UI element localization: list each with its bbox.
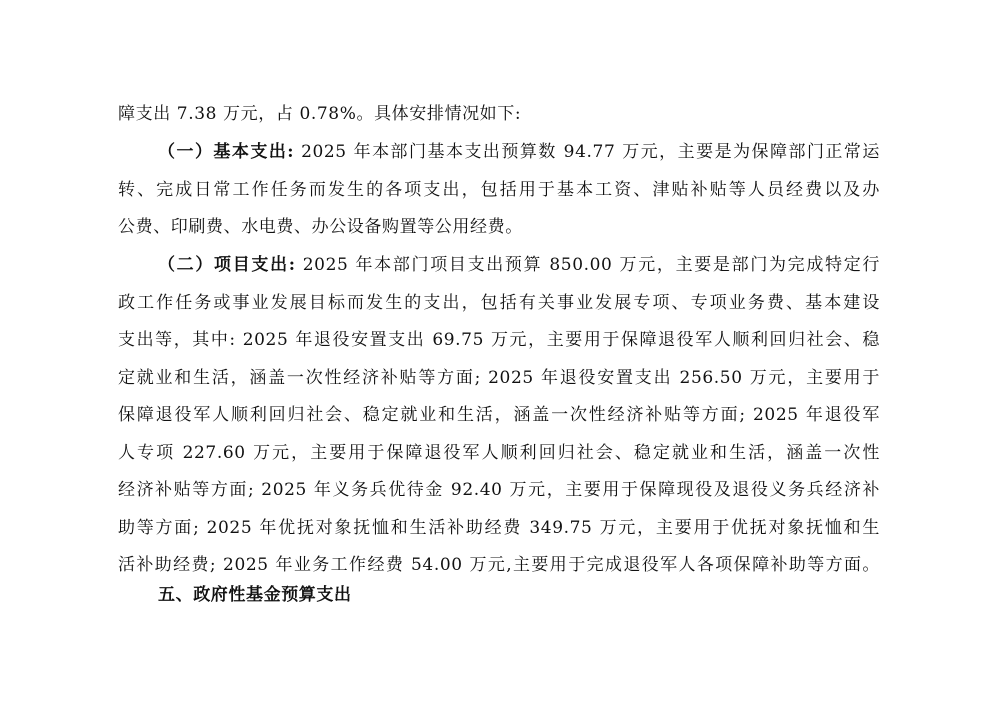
project-expenditure-text: 2025 年本部门项目支出预算 850.00 万元，主要是部门为完成特定行 — [295, 255, 881, 275]
basic-expenditure-text: 2025 年本部门基本支出预算数 94.77 万元，主要是为保障部门正常运 — [294, 142, 880, 162]
section-heading: 五、政府性基金预算支出 — [158, 585, 352, 605]
basic-expenditure-line-1 — [158, 140, 880, 164]
paragraph-line: 公费、印刷费、水电费、办公设备购置等公用经费。 — [118, 217, 523, 237]
project-expenditure-line-1 — [158, 253, 880, 277]
paragraph-line: 助等方面; 2025 年优抚对象抚恤和生活补助经费 349.75 万元，主要用于优抚对象抚恤和生 — [118, 518, 880, 538]
paragraph-line: 障支出 7.38 万元，占 0.78%。具体安排情况如下: — [118, 104, 522, 124]
paragraph-line: 政工作任务或事业发展目标而发生的支出，包括有关事业发展专项、专项业务费、基本建设 — [118, 293, 880, 313]
project-expenditure-label: （二）项目支出: — [158, 255, 296, 275]
paragraph-line: 人专项 227.60 万元，主要用于保障退役军人顺利回归社会、稳定就业和生活，涵盖一次性 — [118, 443, 880, 463]
paragraph-line: 转、完成日常工作任务而发生的各项支出，包括用于基本工资、津贴补贴等人员经费以及办 — [118, 180, 880, 200]
paragraph-line: 支出等，其中: 2025 年退役安置支出 69.75 万元，主要用于保障退役军人顺利回归社会、稳 — [118, 330, 880, 350]
basic-expenditure-label: （一）基本支出: — [158, 142, 295, 162]
paragraph-line: 活补助经费; 2025 年业务工作经费 54.00 万元,主要用于完成退役军人各项保障补助等方面。 — [118, 555, 880, 575]
paragraph-line: 保障退役军人顺利回归社会、稳定就业和生活，涵盖一次性经济补贴等方面; 2025 年退役军 — [118, 405, 880, 425]
paragraph-line: 定就业和生活，涵盖一次性经济补贴等方面; 2025 年退役安置支出 256.50 万元，主要用于 — [118, 368, 880, 388]
paragraph-line: 经济补贴等方面; 2025 年义务兵优待金 92.40 万元，主要用于保障现役及退役义务兵经济补 — [118, 480, 880, 500]
